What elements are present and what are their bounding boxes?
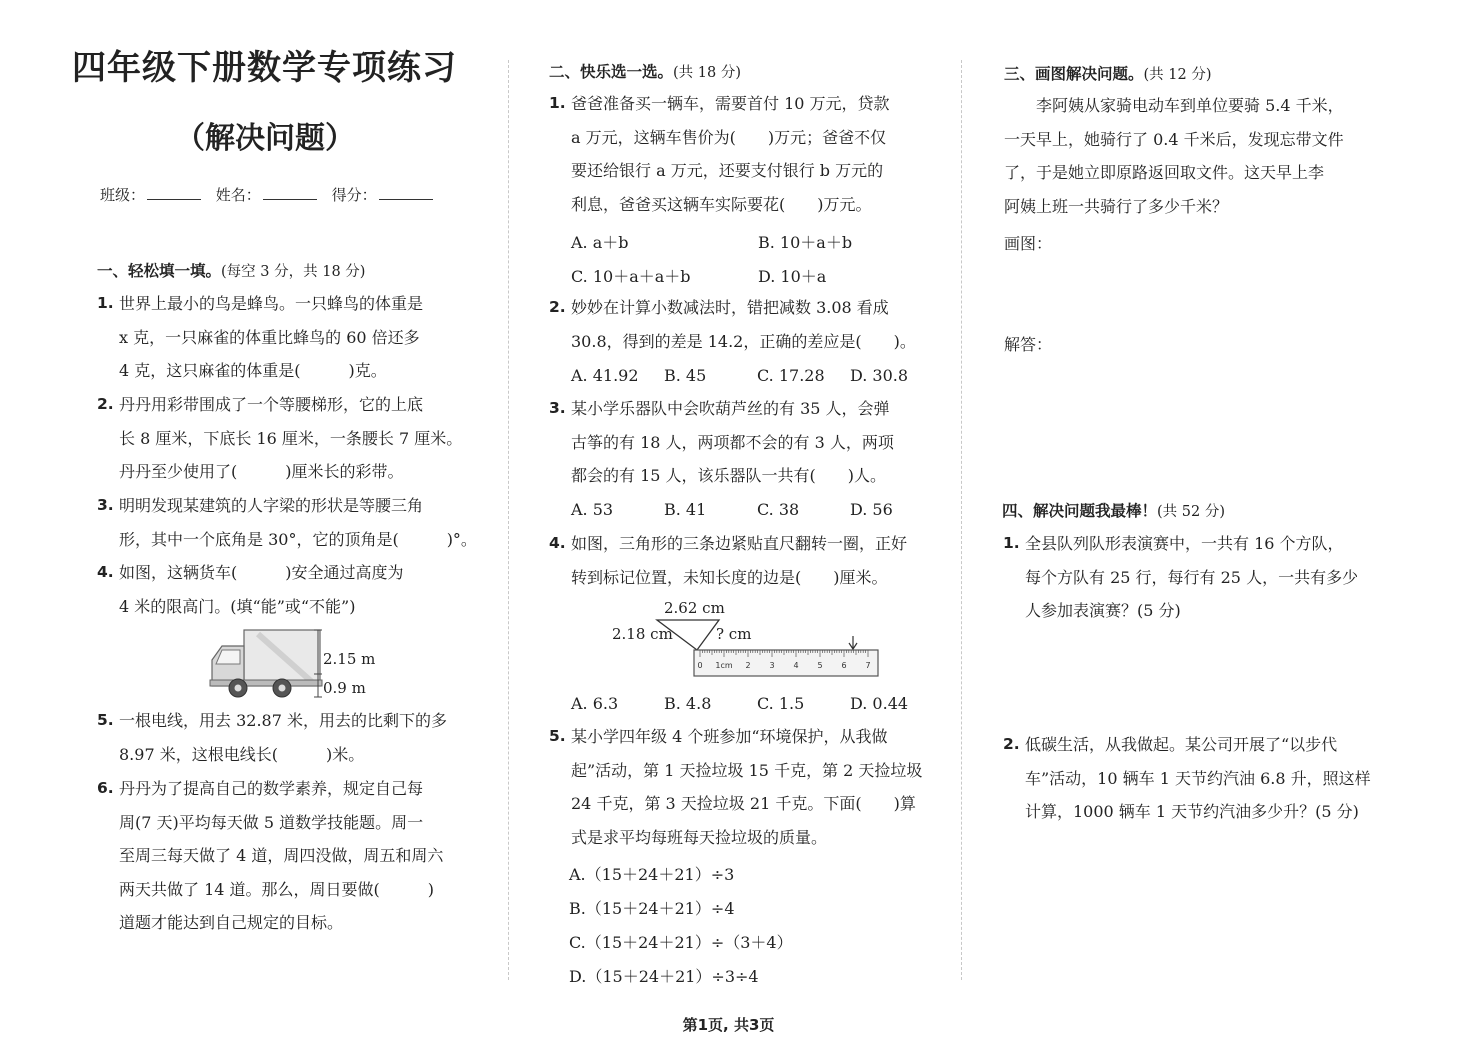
question-line: 计算，1000 辆车 1 天节约汽油多少升？(5 分) (1025, 802, 1359, 821)
question-number: 5. (97, 711, 114, 729)
question-line: 某小学乐器队中会吹葫芦丝的有 35 人，会弹 (571, 399, 890, 418)
question-line: 要还给银行 a 万元，还要支付银行 b 万元的 (571, 161, 884, 180)
question-line: 世界上最小的鸟是蜂鸟。一只蜂鸟的体重是 (119, 294, 424, 313)
truck-chassis (210, 680, 322, 686)
wheel-hub (235, 685, 242, 692)
ruler-tick-label: 0 (697, 661, 703, 670)
question (549, 291, 916, 358)
option-a[interactable]: A. a＋b (571, 233, 629, 252)
option-b[interactable]: B.（15＋24＋21）÷4 (569, 899, 735, 918)
question-line: 一根电线，用去 32.87 米，用去的比剩下的多 (119, 711, 447, 730)
question-line: x 克，一只麻雀的体重比蜂鸟的 60 倍还多 (119, 327, 420, 347)
question-number: 1. (1003, 534, 1020, 552)
ruler-tick-label: 6 (841, 661, 847, 670)
question (1003, 728, 1371, 829)
question-line: 式是求平均每班每天捡垃圾的质量。 (571, 827, 828, 847)
option-c[interactable]: C.（15＋24＋21）÷（3＋4） (569, 933, 793, 952)
ruler-tick-label: 2 (745, 661, 751, 670)
question-line: 都会的有 15 人，该乐器队一共有( )人。 (571, 466, 887, 485)
question (97, 772, 444, 940)
triangle-left-label: 2.18 cm (612, 625, 673, 643)
problem-line: 李阿姨从家骑电动车到单位要骑 5.4 千米， (1036, 96, 1344, 115)
name-label: 姓名： (215, 186, 261, 204)
question-line: 爸爸准备买一辆车，需要首付 10 万元，贷款 (571, 94, 890, 113)
option-c[interactable]: C. 10＋a＋a＋b (571, 267, 691, 286)
column-divider (961, 60, 962, 980)
option-a[interactable]: A.（15＋24＋21）÷3 (569, 865, 735, 884)
question-line: 30.8，得到的差是 14.2，正确的差应是( )。 (571, 331, 916, 351)
option-a[interactable]: A. 53 (571, 500, 614, 519)
question-line: 人参加表演赛？(5 分) (1025, 601, 1181, 620)
question-line: 两天共做了 14 道。那么，周日要做( ) (119, 879, 435, 899)
question (97, 704, 447, 771)
question-line: 低碳生活，从我做起。某公司开展了“以步代 (1025, 735, 1338, 754)
question-line: 明明发现某建筑的人字梁的形状是等腰三角 (119, 496, 424, 515)
section-title: 一、轻松填一填。 (97, 262, 222, 280)
question-line: 道题才能达到自己规定的目标。 (119, 913, 344, 932)
section-title: 三、画图解决问题。 (1004, 65, 1144, 83)
option-d[interactable]: D. 10＋a (758, 267, 827, 286)
score-label: 得分： (331, 186, 377, 204)
option-d[interactable]: D. 56 (850, 500, 893, 519)
column-left (0, 0, 505, 990)
question-line: 8.97 米，这根电线长( )米。 (119, 744, 365, 764)
question (1003, 527, 1359, 628)
triangle-top-label: 2.62 cm (664, 599, 725, 617)
ruler-tick-label: 1cm (715, 661, 733, 670)
option-d[interactable]: D. 30.8 (850, 366, 909, 385)
problem-line: 了，于是她立即原路返回取文件。这天早上李 (1004, 163, 1325, 182)
question-line: 形，其中一个底角是 30°，它的顶角是( )°。 (119, 529, 477, 549)
question-number: 4. (549, 534, 566, 552)
question-number: 3. (97, 496, 114, 514)
option-b[interactable]: B. 10＋a＋b (758, 233, 853, 252)
question-line: 古筝的有 18 人，两项都不会的有 3 人，两项 (571, 432, 894, 452)
page-subtitle: （解决问题） (175, 121, 355, 156)
question-line: 周(7 天)平均每天做 5 道数学技能题。周一 (119, 812, 424, 832)
question-line: 车”活动，10 辆车 1 天节约汽油 6.8 升，照这样 (1025, 768, 1371, 788)
question-number: 1. (549, 94, 566, 112)
option-line (569, 896, 735, 919)
problem-line: 阿姨上班一共骑行了多少千米？ (1004, 196, 1229, 216)
question (97, 287, 424, 388)
section-heading (97, 259, 365, 281)
question-line: 至周三每天做了 4 道，周四没做，周五和周六 (119, 846, 444, 865)
truck-clearance-label: 0.9 m (323, 679, 366, 697)
section-title: 四、解决问题我最棒！ (1002, 502, 1158, 520)
name-blank[interactable] (263, 186, 317, 200)
question (549, 527, 908, 594)
question-line: 丹丹用彩带围成了一个等腰梯形，它的上底 (119, 395, 424, 414)
section-note: (共 18 分) (673, 65, 741, 81)
option-line (569, 964, 759, 987)
option-c[interactable]: C. 17.28 (757, 366, 825, 385)
page-footer: 第1页, 共3页 (682, 1016, 775, 1034)
option-d[interactable]: D.（15＋24＋21）÷3÷4 (569, 967, 759, 986)
answer-label: 解答： (1004, 335, 1053, 354)
question-line: a 万元，这辆车售价为( )万元；爸爸不仅 (571, 127, 887, 147)
question-line: 全县队列队形表演赛中，一共有 16 个方队， (1025, 534, 1344, 553)
problem-line: 一天早上，她骑行了 0.4 千米后，发现忘带文件 (1004, 129, 1344, 149)
option-a[interactable]: A. 41.92 (571, 366, 639, 385)
question-line: 如图，三角形的三条边紧贴直尺翻转一圈，正好 (571, 534, 908, 553)
student-info-row (100, 184, 443, 205)
section-title: 二、快乐选一选。 (549, 63, 674, 81)
mark-arrow-icon (849, 636, 857, 649)
option-b[interactable]: B. 45 (664, 366, 707, 385)
question-line: 每个方队有 25 行，每行有 25 人，一共有多少 (1025, 567, 1359, 587)
option-b[interactable]: B. 4.8 (664, 694, 712, 713)
question-line: 24 千克，第 3 天捡垃圾 21 千克。下面( )算 (571, 794, 916, 813)
ruler-tick-label: 5 (817, 661, 823, 670)
question-number: 6. (97, 779, 114, 797)
option-d[interactable]: D. 0.44 (850, 694, 909, 713)
option-c[interactable]: C. 38 (757, 500, 800, 519)
section-heading (549, 60, 741, 82)
section-note: (共 12 分) (1143, 67, 1212, 83)
option-b[interactable]: B. 41 (664, 500, 707, 519)
question-number: 2. (549, 298, 566, 316)
question-line: 利息，爸爸买这辆车实际要花( )万元。 (571, 194, 872, 214)
triangle-right-label: ? cm (716, 625, 752, 643)
question-line: 4 克，这只麻雀的体重是( )克。 (119, 361, 387, 380)
question (549, 720, 923, 854)
question-line: 某小学四年级 4 个班参加“环境保护，从我做 (571, 727, 888, 746)
question-number: 2. (1003, 735, 1020, 753)
question (549, 392, 894, 493)
ruler-tick-label: 3 (769, 661, 775, 670)
column-right (968, 0, 1457, 990)
class-blank[interactable] (147, 186, 201, 200)
option-line (569, 930, 793, 953)
question-line: 长 8 厘米，下底长 16 厘米，一条腰长 7 厘米。 (119, 428, 463, 448)
question-line: 如图，这辆货车( )安全通过高度为 (119, 563, 404, 582)
question-line: 起”活动，第 1 天捡垃圾 15 千克，第 2 天捡垃圾 (571, 760, 923, 780)
column-divider (508, 60, 509, 980)
wheel-hub (279, 685, 286, 692)
ruler-tick-label: 4 (793, 661, 799, 670)
question-number: 1. (97, 294, 114, 312)
question-number: 4. (97, 563, 114, 581)
question-line: 丹丹为了提高自己的数学素养，规定自己每 (119, 779, 424, 798)
question-number: 2. (97, 395, 114, 413)
question-line: 转到标记位置，未知长度的边是( )厘米。 (571, 567, 888, 587)
question-line: 4 米的限高门。(填“能”或“不能”) (119, 596, 356, 616)
page-title: 四年级下册数学专项练习 (72, 48, 457, 88)
option-c[interactable]: C. 1.5 (757, 694, 805, 713)
class-label: 班级： (100, 186, 146, 204)
question (97, 556, 404, 623)
truck-height-label: 2.15 m (323, 650, 376, 668)
question-number: 3. (549, 399, 566, 417)
column-middle (512, 0, 962, 990)
question-line: 丹丹至少使用了( )厘米长的彩带。 (119, 462, 404, 481)
section-note: (共 52 分) (1157, 504, 1225, 520)
triangle-ruler-figure (608, 596, 888, 682)
question (549, 87, 890, 221)
section-heading (1002, 499, 1225, 521)
question-line: 妙妙在计算小数减法时，错把减数 3.08 看成 (571, 298, 889, 317)
option-a[interactable]: A. 6.3 (571, 694, 619, 713)
ruler-tick-label: 7 (865, 661, 871, 670)
section-heading (1004, 62, 1212, 84)
truck-figure (208, 626, 388, 702)
question (97, 489, 477, 556)
problem-text (1004, 89, 1344, 223)
option-line (569, 862, 734, 885)
question (97, 388, 463, 489)
question-number: 5. (549, 727, 566, 745)
draw-label: 画图： (1004, 234, 1053, 253)
score-blank[interactable] (379, 186, 433, 200)
section-note: (每空 3 分，共 18 分) (221, 264, 366, 280)
